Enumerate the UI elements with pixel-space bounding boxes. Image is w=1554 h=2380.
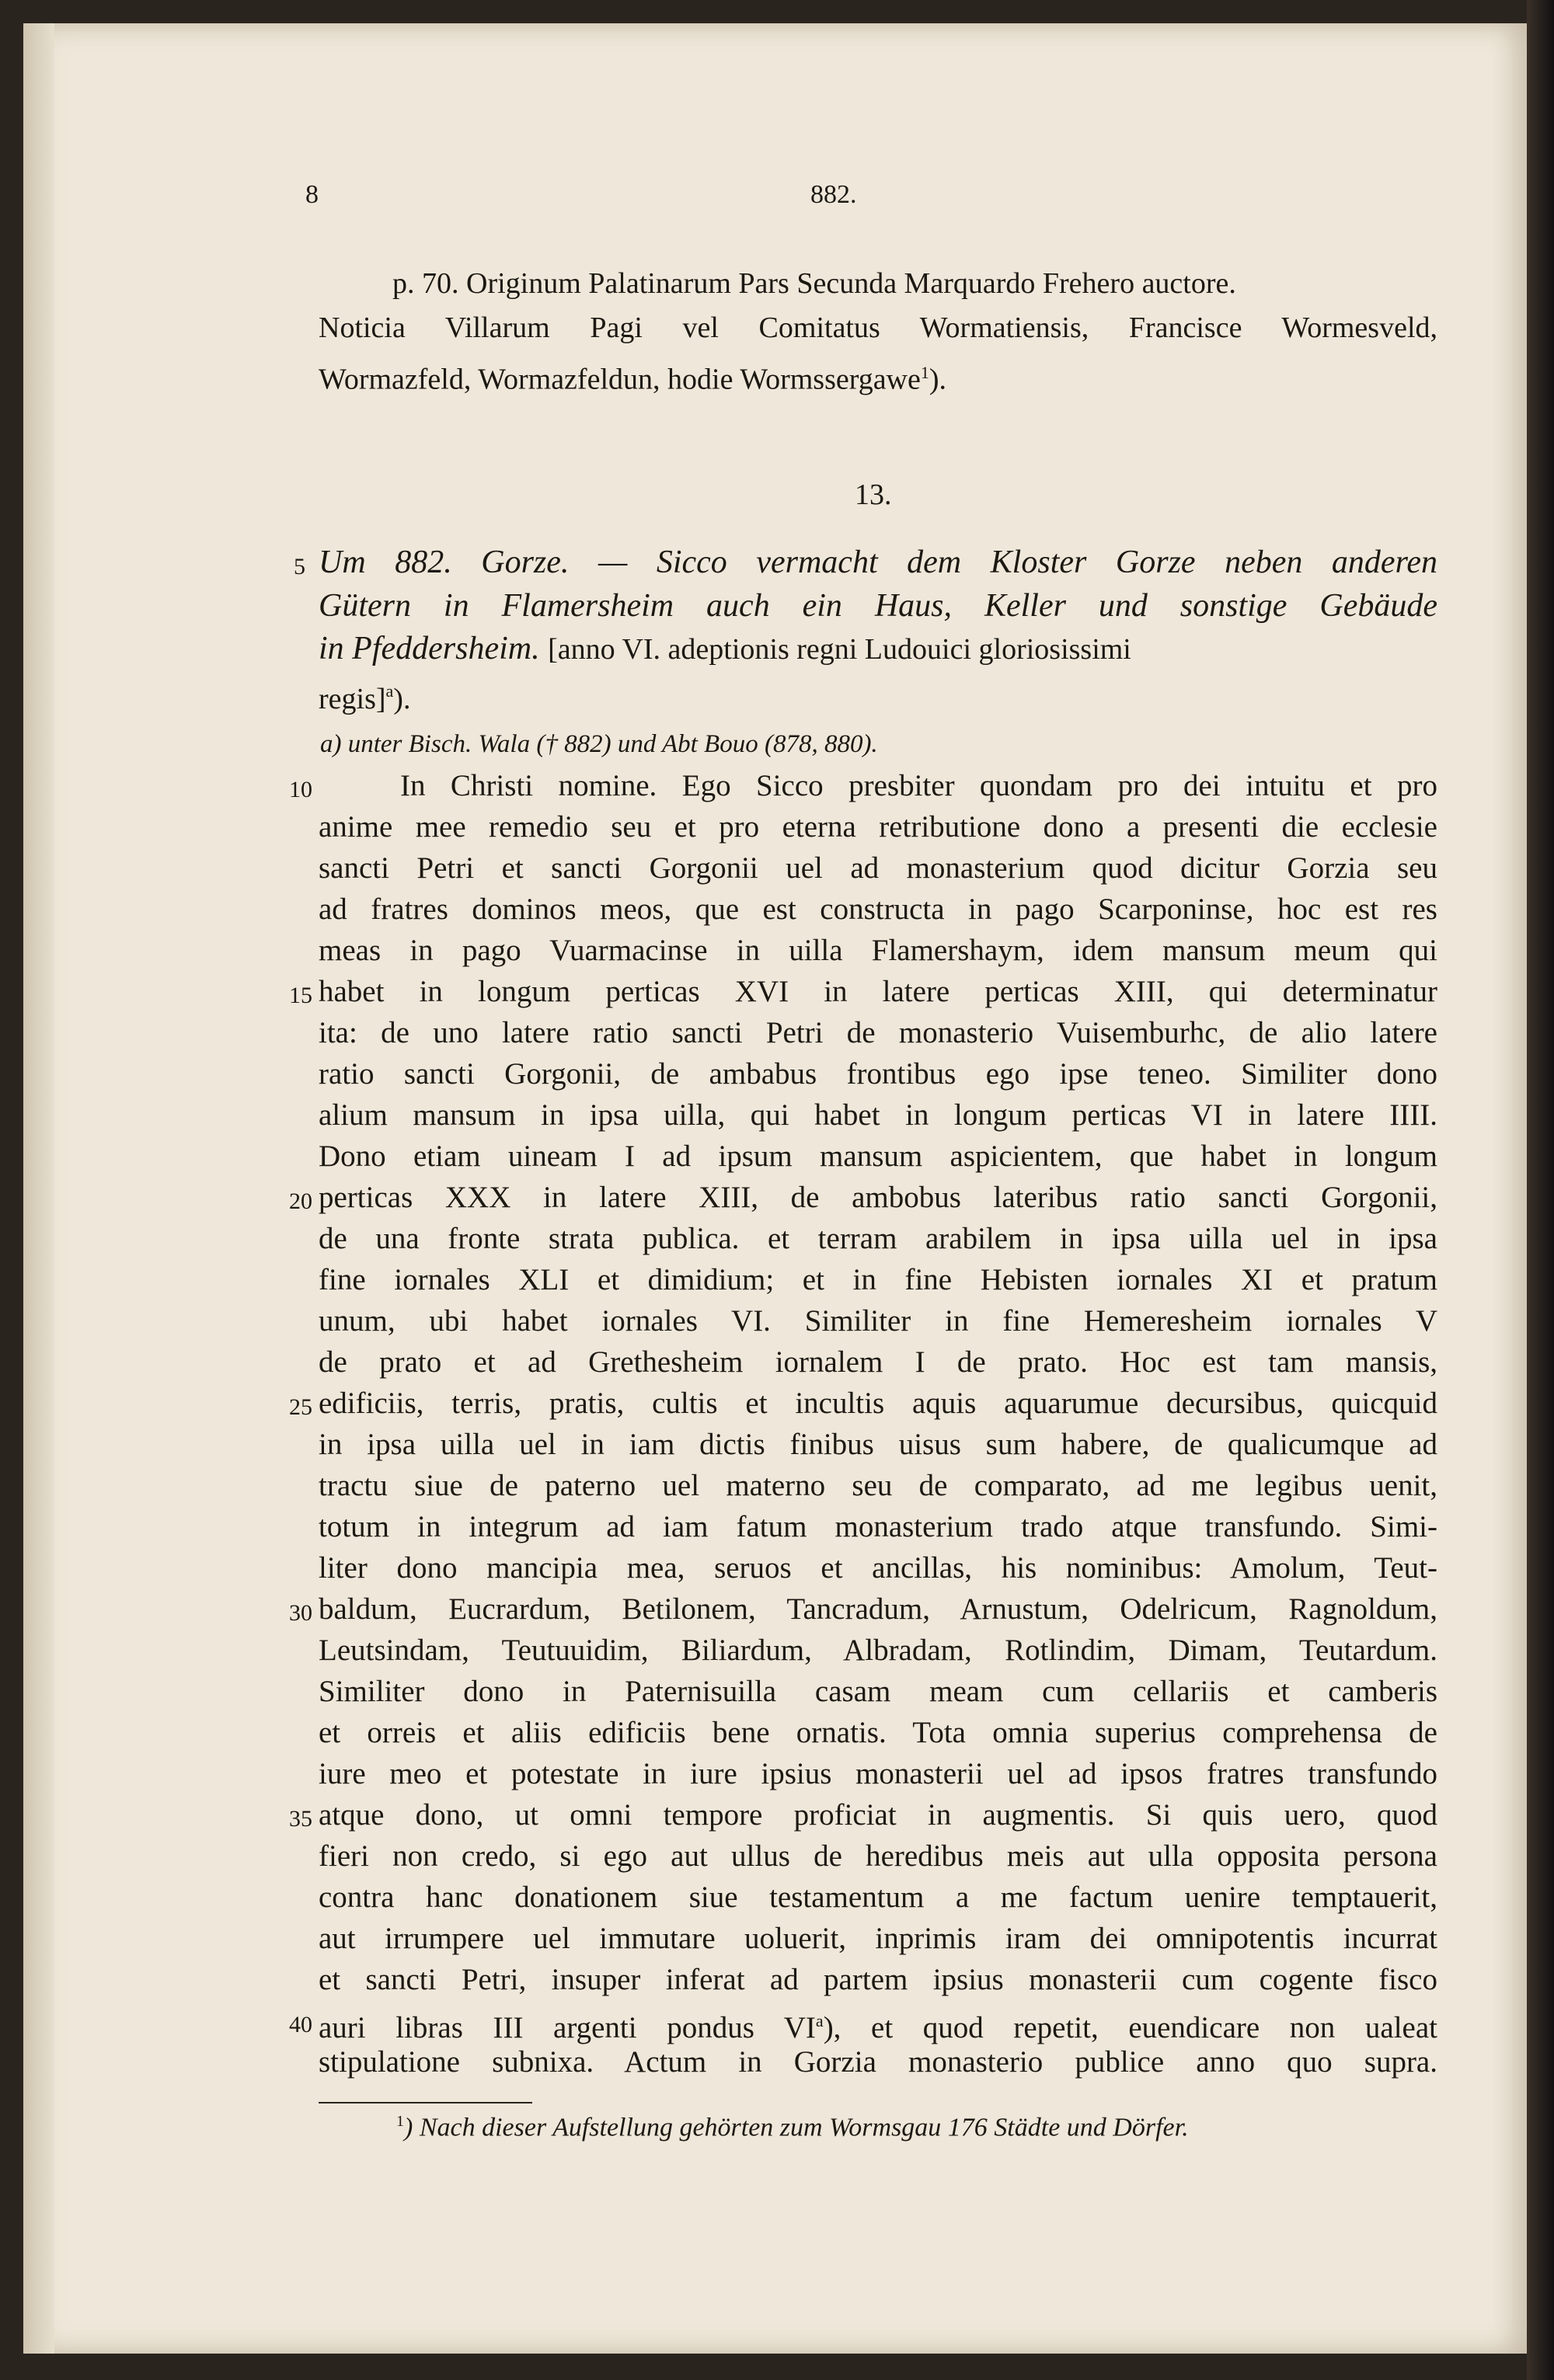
text-segment: ), et quod repetit, euendicare non ualeat xyxy=(823,2011,1437,2044)
footnote xyxy=(396,2113,1437,2142)
book-edge xyxy=(1527,0,1554,2380)
line-number: 20 xyxy=(289,1188,312,1214)
text-line: et sancti Petri, insuper inferat ad partem ipsius monasterii cum cogente fisco xyxy=(319,1963,1437,1996)
text-line: perticas XXX in latere XIII, de ambobus lateribus ratio sancti Gorgonii, xyxy=(319,1181,1437,1214)
text-line: totum in integrum ad iam fatum monasterium trado atque transfundo. Simi- xyxy=(319,1510,1437,1543)
line-number: 5 xyxy=(294,554,305,579)
text-line: anime mee remedio seu et pro eterna retributione dono a presenti die ecclesie xyxy=(319,810,1437,844)
intro-line xyxy=(319,353,1437,400)
footnote-text: ) Nach dieser Aufstellung gehörten zum Wormsgau 176 Städte und Dörfer. xyxy=(404,2113,1189,2142)
regest-line xyxy=(319,670,1437,721)
regest-line: Um 882. Gorze. — Sicco vermacht dem Kloster Gorze neben anderen xyxy=(319,545,1437,580)
line-number: 30 xyxy=(289,1600,312,1626)
text-segment: auri libras III argenti pondus VI xyxy=(319,2011,816,2044)
text-line: sancti Petri et sancti Gorgonii uel ad monasterium quod dicitur Gorzia seu xyxy=(319,851,1437,885)
intro-line: p. 70. Originum Palatinarum Pars Secunda Marquardo Frehero auctore. xyxy=(392,267,1236,300)
text-line: fieri non credo, si ego aut ullus de heredibus meis aut ulla opposita persona xyxy=(319,1839,1437,1873)
text-line: contra hanc donationem siue testamentum a me factum uenire temptauerit, xyxy=(319,1881,1437,1914)
regest-dating: [anno VI. adeptionis regni Ludouici gloriosissimi xyxy=(548,633,1131,666)
text-line: Dono etiam uineam I ad ipsum mansum aspicientem, que habet in longum xyxy=(319,1140,1437,1173)
text-line: meas in pago Vuarmacinse in uilla Flamershaym, idem mansum meum qui xyxy=(319,934,1437,967)
text-line: et orreis et aliis edificiis bene ornatis. Tota omnia superius comprehensa de xyxy=(319,1716,1437,1749)
footnote-ref: 1 xyxy=(920,363,929,382)
text-line: Leutsindam, Teutuuidim, Biliardum, Albradam, Rotlindim, Dimam, Teutardum. xyxy=(319,1634,1437,1667)
text-line: unum, ubi habet iornales VI. Similiter in fine Hemeresheim iornales V xyxy=(319,1304,1437,1338)
footnote-rule xyxy=(319,2102,532,2103)
note-ref: a xyxy=(815,2011,824,2030)
text-line: habet in longum perticas XVI in latere perticas XIII, qui determinatur xyxy=(319,975,1437,1008)
text-line: aut irrumpere uel immutare uoluerit, inprimis iram dei omnipotentis incurrat xyxy=(319,1922,1437,1955)
text-line: in ipsa uilla uel in iam dictis finibus uisus sum habere, de qualicumque ad xyxy=(319,1428,1437,1461)
text-line: liter dono mancipia mea, seruos et ancillas, his nominibus: Amolum, Teut- xyxy=(319,1551,1437,1585)
regest-place: in Pfeddersheim. xyxy=(319,631,540,666)
text-line: stipulatione subnixa. Actum in Gorzia monasterio publice anno quo supra. xyxy=(319,2045,1437,2079)
regest-dating-end: regis] xyxy=(319,683,386,715)
text-line: ad fratres dominos meos, que est constructa in pago Scarponinse, hoc est res xyxy=(319,893,1437,926)
text-line: alium mansum in ipsa uilla, qui habet in longum perticas VI in latere IIII. xyxy=(319,1098,1437,1132)
line-number: 10 xyxy=(289,777,312,802)
line-number: 15 xyxy=(289,983,312,1008)
footnote-marker: 1 xyxy=(396,2113,404,2130)
page-number: 8 xyxy=(305,180,319,209)
line-number: 35 xyxy=(289,1806,312,1832)
text-line: de una fronte strata publica. et terram arabilem in ipsa uilla uel in ipsa xyxy=(319,1222,1437,1255)
regest-line: Gütern in Flamersheim auch ein Haus, Keller und sonstige Gebäude xyxy=(319,588,1437,624)
dating-note: a) unter Bisch. Wala († 882) und Abt Bouo (878, 880). xyxy=(320,730,878,758)
intro-text: Wormazfeld, Wormazfeldun, hodie Wormssergawe xyxy=(319,363,921,396)
text-line: fine iornales XLI et dimidium; et in fine Hebisten iornales XI et pratum xyxy=(319,1263,1437,1296)
page-gutter xyxy=(23,23,54,2354)
text-line: baldum, Eucrardum, Betilonem, Tancradum, Arnustum, Odelricum, Ragnoldum, xyxy=(319,1592,1437,1626)
line-number: 25 xyxy=(289,1394,312,1420)
text-line: atque dono, ut omni tempore proficiat in augmentis. Si quis uero, quod xyxy=(319,1798,1437,1832)
text-line: iure meo et potestate in iure ipsius monasterii uel ad ipsos fratres transfundo xyxy=(319,1757,1437,1790)
note-ref: a xyxy=(385,681,394,701)
text-line: ratio sancti Gorgonii, de ambabus frontibus ego ipse teneo. Similiter dono xyxy=(319,1057,1437,1091)
line-number: 40 xyxy=(289,2012,312,2037)
text-line: Similiter dono in Paternisuilla casam meam cum cellariis et camberis xyxy=(319,1675,1437,1708)
text-line: tractu siue de paterno uel materno seu de comparato, ad me legibus uenit, xyxy=(319,1469,1437,1502)
regest-dating-close: ). xyxy=(393,683,411,715)
document-number: 13. xyxy=(855,478,892,511)
intro-text-end: ). xyxy=(929,363,947,396)
text-line: In Christi nomine. Ego Sicco presbiter quondam pro dei intuitu et pro xyxy=(400,769,1437,802)
regest-line xyxy=(319,628,1437,671)
running-head-year: 882. xyxy=(810,180,857,209)
text-line: de prato et ad Grethesheim iornalem I de prato. Hoc est tam mansis, xyxy=(319,1345,1437,1379)
text-line: ita: de uno latere ratio sancti Petri de monasterio Vuisemburhc, de alio latere xyxy=(319,1016,1437,1049)
text-line: edificiis, terris, pratis, cultis et incultis aquis aquarumue decursibus, quicquid xyxy=(319,1387,1437,1420)
intro-line: Noticia Villarum Pagi vel Comitatus Wormatiensis, Francisce Wormesveld, xyxy=(319,311,1437,344)
